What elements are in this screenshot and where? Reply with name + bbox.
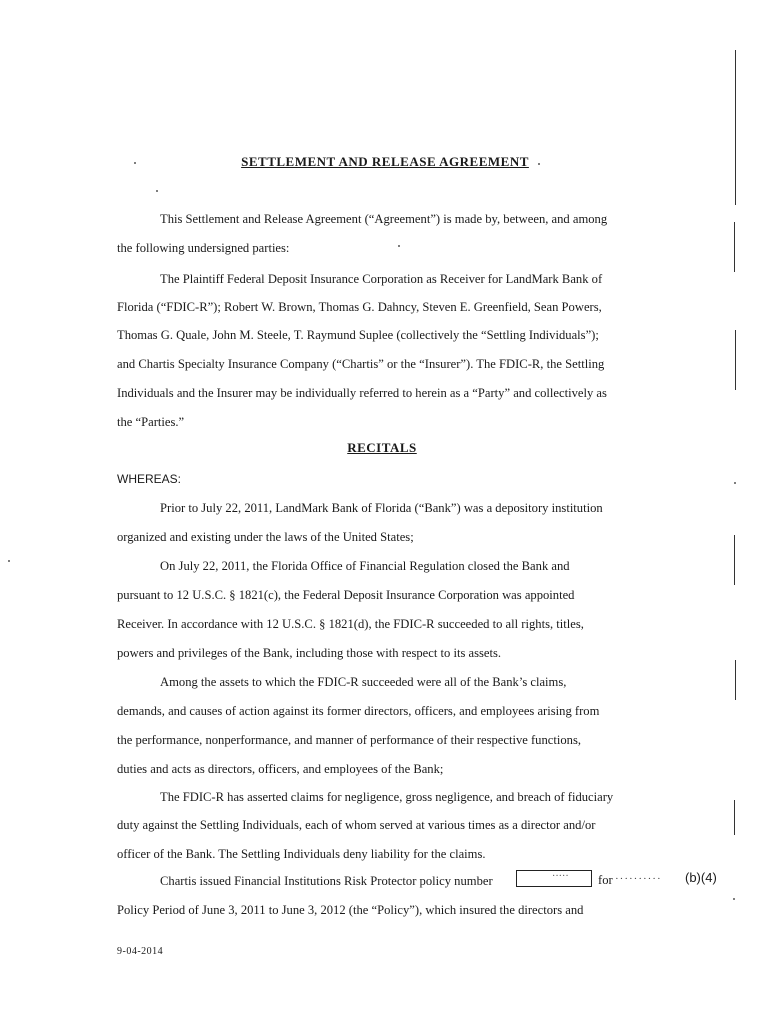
recital-2-line-3: Receiver. In accordance with 12 U.S.C. § 1821(d), the FDIC-R succeeded to all rights, titles,: [117, 617, 584, 631]
recital-3-line-2: demands, and causes of action against its former directors, officers, and employees arising from: [117, 704, 600, 718]
parties-line-3: Thomas G. Quale, John M. Steele, T. Raymund Suplee (collectively the “Settling Individuals”);: [117, 328, 599, 342]
parties-line-5: Individuals and the Insurer may be individually referred to herein as a “Party” and collectively as: [117, 386, 607, 400]
scan-speck: [134, 162, 136, 164]
scan-edge-line: [735, 660, 736, 700]
recital-3-line-4: duties and acts as directors, officers, and employees of the Bank;: [117, 762, 444, 776]
parties-line-6: the “Parties.”: [117, 415, 185, 429]
recital-4-line-3: officer of the Bank. The Settling Individuals deny liability for the claims.: [117, 847, 486, 861]
document-title: SETTLEMENT AND RELEASE AGREEMENT: [241, 154, 529, 169]
recital-1-line-1: Prior to July 22, 2011, LandMark Bank of Florida (“Bank”) was a depository institution: [160, 501, 603, 515]
parties-line-2: Florida (“FDIC-R”); Robert W. Brown, Thomas G. Dahncy, Steven E. Greenfield, Sean Powers,: [117, 300, 602, 314]
recital-1-line-2: organized and existing under the laws of the United States;: [117, 530, 414, 544]
footer-date: 9-04-2014: [117, 946, 164, 957]
redaction-dots: ·····: [552, 871, 569, 882]
recitals-heading: RECITALS: [347, 440, 417, 455]
recital-5-line-1: Chartis issued Financial Institutions Risk Protector policy number: [160, 874, 493, 888]
scan-speck: [156, 190, 158, 192]
recital-5-line-2: Policy Period of June 3, 2011 to June 3, 2012 (the “Policy”), which insured the directors and: [117, 903, 584, 917]
whereas-label: WHEREAS:: [117, 472, 182, 486]
recital-2-line-2: pursuant to 12 U.S.C. § 1821(c), the Federal Deposit Insurance Corporation was appointed: [117, 588, 575, 602]
intro-line-1: This Settlement and Release Agreement (“Agreement”) is made by, between, and among: [160, 212, 608, 226]
redaction-exemption-code: (b)(4): [685, 870, 717, 885]
scan-speck: [398, 245, 400, 247]
scan-edge-line: [735, 50, 736, 205]
scan-speck: [538, 163, 540, 165]
recital-5-for: for: [598, 873, 613, 887]
recital-3-line-1: Among the assets to which the FDIC-R succeeded were all of the Bank’s claims,: [160, 675, 567, 689]
scan-edge-line: [734, 222, 735, 272]
scan-edge-line: [734, 800, 735, 835]
redaction-leader-dots: ··········: [615, 873, 662, 885]
recital-4-line-1: The FDIC-R has asserted claims for negligence, gross negligence, and breach of fiduciary: [160, 790, 614, 804]
scan-edge-line: [735, 330, 736, 390]
recital-3-line-3: the performance, nonperformance, and manner of performance of their respective functions,: [117, 733, 582, 747]
scan-speck: [733, 898, 735, 900]
recital-2-line-1: On July 22, 2011, the Florida Office of Financial Regulation closed the Bank and: [160, 559, 570, 573]
recital-2-line-4: powers and privileges of the Bank, including those with respect to its assets.: [117, 646, 502, 660]
parties-line-4: and Chartis Specialty Insurance Company (“Chartis” or the “Insurer”). The FDIC-R, the Settling: [117, 357, 605, 371]
scan-edge-line: [734, 535, 735, 585]
parties-line-1: The Plaintiff Federal Deposit Insurance Corporation as Receiver for LandMark Bank of: [160, 272, 603, 286]
scan-speck: [8, 560, 10, 562]
recital-4-line-2: duty against the Settling Individuals, each of whom served at various times as a director and/or: [117, 818, 596, 832]
scan-speck: [734, 482, 736, 484]
intro-line-2: the following undersigned parties:: [117, 241, 290, 255]
